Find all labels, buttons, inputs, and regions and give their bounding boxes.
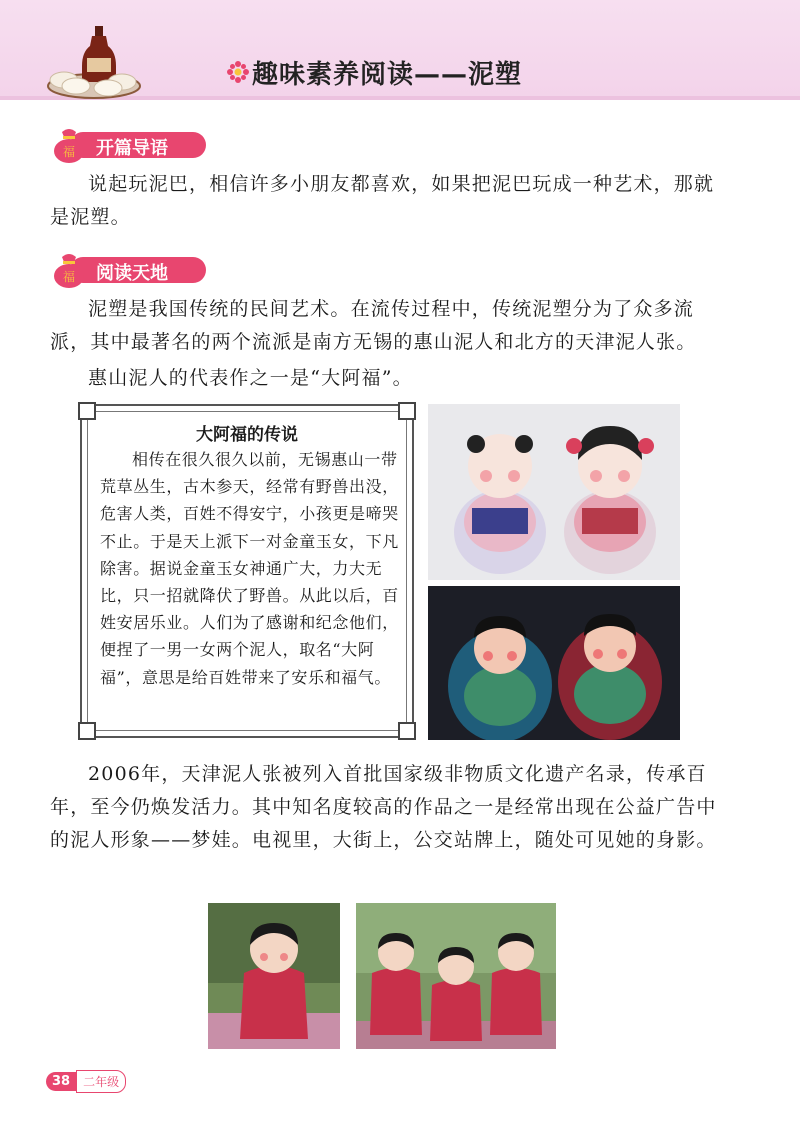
photo-mengwa-group: [356, 903, 556, 1049]
photo-dafu-dark: [428, 586, 680, 740]
dafu-figurine-girl: [564, 426, 656, 574]
legend-box: [80, 404, 414, 738]
section-intro-label: 开篇导语: [96, 138, 168, 159]
page-title: 趣味素养阅读——泥塑: [252, 60, 523, 90]
legend-title: 大阿福的传说: [196, 425, 298, 445]
tianjin-paragraph: 2006年，天津泥人张被列入首批国家级非物质文化遗产名录，传承百年，至今仍焕发活力。其中知名度较高的作品之一是经常出现在公益广告中的泥人形象——梦娃。电视里，大街上，公交站牌上，随处可见她的身影。: [50, 763, 717, 851]
dafu-figurine-right: [558, 614, 662, 740]
section-tag-reading: [48, 255, 208, 285]
reading-paragraph-2: 惠山泥人的代表作之一是“大阿福”。: [88, 367, 413, 389]
legend-text: 相传在很久很久以前，无锡惠山一带荒草丛生，古木参天，经常有野兽出没，危害人类，百姓不得安宁，小孩更是啼哭不止。于是天上派下一对金童玉女，下凡除害。据说金童玉女神通广大，力大无比，只一招就降伏了野兽。从此以后，百姓安居乐业。人们为了感谢和纪念他们，便捏了一男一女两个泥人，取名“大阿福”，意思是给百姓带来了安乐和福气。: [100, 450, 399, 687]
lucky-bag-icon: [48, 249, 90, 289]
reading-paragraph-1: 泥塑是我国传统的民间艺术。在流传过程中，传统泥塑分为了众多流派，其中最著名的两个流派是南方无锡的惠山泥人和北方的天津泥人张。: [50, 298, 697, 353]
page-number: 38: [46, 1072, 76, 1091]
dafu-figurine-left: [448, 616, 552, 740]
photo-dafu-pair: [428, 404, 680, 580]
dafu-figurine-boy: [454, 434, 546, 574]
grade-label: 二年级: [76, 1070, 126, 1093]
flower-icon: [226, 60, 250, 84]
svg-text:福: 福: [62, 145, 76, 159]
section-reading-label: 阅读天地: [96, 263, 168, 284]
bottle-and-dumplings-icon: [44, 24, 144, 104]
intro-paragraph: 说起玩泥巴，相信许多小朋友都喜欢，如果把泥巴玩成一种艺术，那就是泥塑。: [50, 173, 715, 228]
svg-text:福: 福: [62, 270, 76, 284]
lucky-bag-icon: [48, 124, 90, 164]
section-tag-intro: [48, 130, 208, 160]
photo-mengwa-single: [208, 903, 340, 1049]
page-footer: [46, 1070, 126, 1092]
